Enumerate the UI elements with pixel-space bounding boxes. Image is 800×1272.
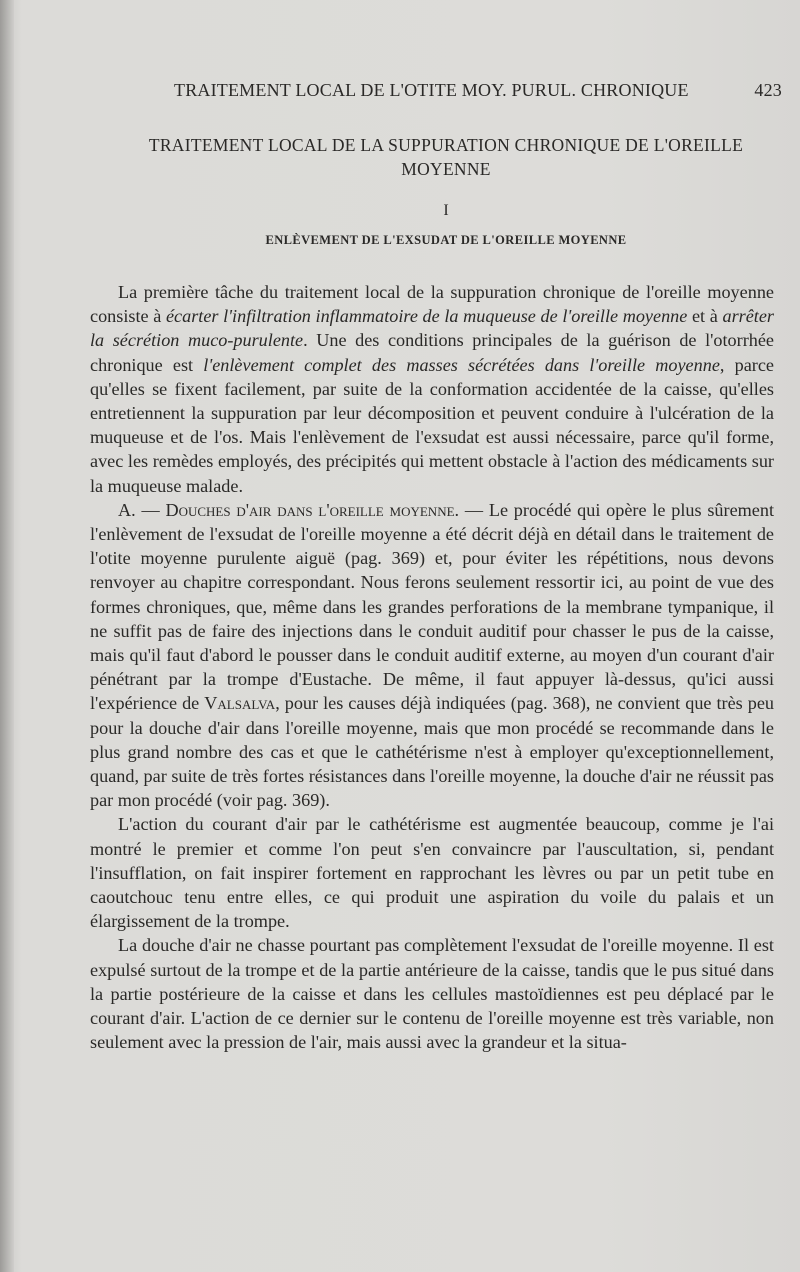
paragraph-4: La douche d'air ne chasse pourtant pas complètement l'exsudat de l'oreille moyenne. Il est expulsé surtout de la trompe et de la partie antérieure de la caisse, tandis que le pus situé dans la partie postérieure de la caisse et dans les cellules mastoïdiennes est peu déplacé par le courant d'air. L'action de ce dernier sur le contenu de l'oreille moyenne est très variable, non seulement avec la pression de l'air, mais aussi avec la grandeur et la situa-	[90, 935, 774, 1053]
p1-text-3: . Une des conditions principales de la guérison de l'otorrhée chronique est	[90, 330, 774, 375]
page-number: 423	[754, 80, 782, 100]
p2-lead: A. —	[118, 499, 166, 520]
p1-text-2: et à	[687, 306, 723, 327]
section-heading: ENLÈVEMENT DE L'EXSUDAT DE L'OREILLE MOYENNE	[265, 233, 627, 247]
paragraph-1	[90, 280, 774, 498]
p2-author-name: Valsalva	[204, 693, 276, 714]
paragraph-3: L'action du courant d'air par le cathétérisme est augmentée beaucoup, comme je l'ai montré le premier et comme l'on peut s'en convaincre par l'auscultation, si, pendant l'insufflation, on fait inspirer fortement en rapprochant les lèvres ou par un petit tube en caoutchouc tenu entre elles, ce qui produit une aspiration du voile du palais et un élargissement de la trompe.	[90, 814, 774, 932]
p1-italic-3: l'enlèvement complet des masses sécrétées dans l'oreille moyenne	[203, 354, 720, 375]
p1-italic-1: écarter l'infiltration inflammatoire de la muqueuse de l'oreille moyenne	[165, 306, 688, 327]
p2-text-1: — Le procédé qui opère le plus sûrement l'enlèvement de l'exsudat de l'oreille moyenne a été décrit déjà en détail dans le traitement de l'otite moyenne purulente aiguë (pag. 369) et, pour éviter les répétitions, nous devons renvoyer au chapitre correspondant. Nous ferons seulement ressortir ici, au point de vue des formes chroniques, que, même dans les grandes perforations de la membrane tympanique, il ne suffit pas de faire des injections dans le conduit auditif pour chasser le pus de la caisse, mais qu'il faut d'abord le pousser dans le conduit auditif externe, au moyen d'un courant d'air pénétrant par la trompe d'Eustache. De même, il faut appuyer là-dessus, qu'ici aussi l'expérience de	[90, 499, 775, 714]
p1-text-4: , parce qu'elles se fixent facilement, par suite de la conformation accidentée de la caisse, qu'elles entretiennent la suppuration par leur décomposition et peuvent conduire à l'ulcération de la muqueuse et de l'os. Mais l'enlèvement de l'exsudat est aussi nécessaire, parce qu'il forme, avec les remèdes employés, des précipités qui mettent obstacle à l'action des médicaments sur la muqueuse malade.	[90, 354, 774, 496]
running-head	[118, 80, 782, 104]
p1-italic-2: arrêter la sécrétion muco-purulente	[90, 306, 774, 351]
paragraph-2	[90, 498, 774, 813]
section-numeral: I	[443, 202, 449, 219]
p2-text-2: , pour les causes déjà indiquées (pag. 368), ne convient que très peu pour la douche d'air dans l'oreille moyenne, mais que mon procédé se recommande dans le plus grand nombre des cas et que le cathétérisme n'est à employer qu'exceptionnellement, quand, par suite de très fortes résistances dans l'oreille moyenne, la douche d'air ne réussit pas par mon procédé (voir pag. 369).	[90, 693, 775, 811]
p2-subsection-heading: Douches d'air dans l'oreille moyenne.	[165, 499, 460, 520]
p1-text-1: La première tâche du traitement local de la suppuration chronique de l'oreille moyenne consiste à	[90, 282, 774, 327]
chapter-title: TRAITEMENT LOCAL DE LA SUPPURATION CHRONIQUE DE L'OREILLE MOYENNE	[148, 135, 744, 179]
body-text	[90, 280, 774, 1055]
gutter-shadow	[0, 0, 14, 1272]
running-title: TRAITEMENT LOCAL DE L'OTITE MOY. PURUL. CHRONIQUE	[174, 80, 689, 100]
